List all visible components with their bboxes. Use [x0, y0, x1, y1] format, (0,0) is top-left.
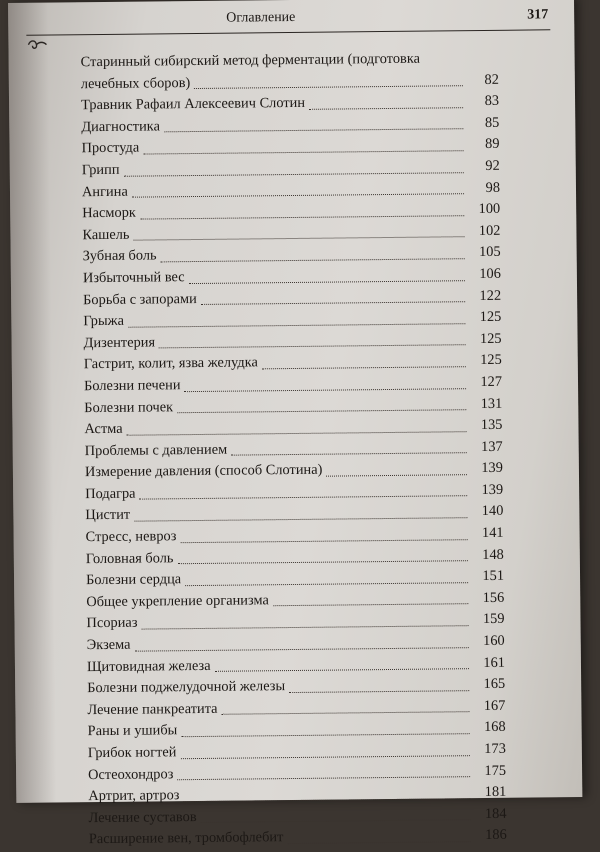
toc-entry-title: Проблемы с давлением — [84, 441, 228, 459]
toc-entry-page-number: 122 — [479, 287, 502, 304]
running-header — [26, 3, 550, 35]
dot-leader — [231, 437, 467, 456]
toc-entry-title: Общее укрепление организма — [86, 592, 269, 611]
book-page — [8, 0, 582, 848]
table-of-contents — [81, 48, 507, 851]
toc-entry-title: Остеохондроз — [88, 765, 174, 783]
toc-entry-page-number: 165 — [483, 676, 506, 693]
toc-entry-page-number: 106 — [479, 265, 501, 282]
toc-entry-title: Стресс, невроз — [85, 528, 177, 546]
toc-entry-page-number: 173 — [484, 740, 506, 758]
toc-entry-title: Дизентерия — [83, 334, 156, 351]
dot-leader — [180, 523, 467, 543]
dot-leader — [194, 70, 463, 89]
dot-leader — [177, 545, 468, 565]
dot-leader — [183, 782, 470, 802]
dot-leader — [134, 631, 468, 651]
dot-leader — [140, 199, 464, 219]
toc-entry-page-number: 139 — [481, 481, 504, 498]
dot-leader — [221, 696, 469, 715]
dot-leader — [133, 221, 464, 241]
toc-entry-title: Лечение суставов — [88, 808, 197, 826]
toc-entry-title: Раны и ушибы — [87, 722, 178, 740]
toc-entry-title: Грыжа — [83, 312, 125, 330]
toc-entry-page-number: 83 — [484, 93, 500, 110]
dot-leader — [181, 718, 470, 738]
toc-entry-title: Щитовидная железа — [86, 657, 211, 675]
toc-entry — [89, 825, 507, 851]
toc-entry-title: Простуда — [81, 139, 140, 157]
toc-entry-page-number: 159 — [482, 611, 505, 628]
dot-leader — [177, 761, 470, 781]
toc-entry-page-number: 161 — [483, 654, 506, 671]
toc-entry-title: лечебных сборов) — [80, 74, 191, 92]
toc-entry-title: Расширение вен, тромбофлебит — [88, 829, 284, 848]
dot-leader — [132, 178, 464, 198]
spine-shadow — [8, 3, 56, 803]
toc-entry-title: Гастрит, колит, язва желудка — [83, 354, 258, 373]
toc-entry-title: Борьба с запорами — [83, 290, 197, 308]
header-page-number: 317 — [527, 7, 549, 23]
toc-entry-title: Артрит, артроз — [88, 787, 180, 805]
dot-leader — [180, 739, 470, 759]
toc-entry-page-number: 105 — [478, 244, 501, 261]
dot-leader — [200, 804, 470, 823]
dot-leader — [141, 610, 468, 630]
dot-leader — [189, 264, 465, 283]
toc-entry-title: Зубная боль — [82, 247, 157, 265]
toc-entry-title: Экзема — [86, 636, 131, 654]
dot-leader — [126, 415, 466, 435]
dot-leader — [287, 826, 471, 845]
dot-leader — [143, 135, 464, 155]
toc-entry-page-number: 181 — [484, 783, 507, 801]
toc-entry-page-number: 160 — [483, 632, 505, 650]
toc-entry-title: Ангина — [81, 183, 128, 200]
dot-leader — [326, 458, 467, 476]
toc-entry-title: Грибок ногтей — [87, 744, 177, 762]
toc-entry-page-number: 98 — [485, 179, 501, 196]
toc-entry-page-number: 151 — [482, 568, 505, 585]
toc-entry-page-number: 125 — [479, 308, 502, 326]
toc-entry-title: Старинный сибирский метод ферментации (подготовка — [80, 50, 421, 71]
toc-entry-page-number: 125 — [479, 330, 502, 347]
toc-entry-page-number: 135 — [480, 416, 503, 434]
toc-entry-title: Болезни печени — [83, 377, 181, 395]
dot-leader — [139, 480, 467, 500]
toc-entry-title: Измерение давления (способ Слотина) — [84, 461, 323, 481]
toc-entry-page-number: 184 — [484, 805, 507, 822]
toc-entry-page-number: 102 — [478, 222, 501, 239]
dot-leader — [123, 156, 463, 176]
toc-entry-page-number: 82 — [484, 71, 499, 88]
toc-entry-title: Болезни поджелудочной железы — [87, 678, 286, 697]
toc-entry-title: Насморк — [82, 204, 136, 222]
toc-entry-title: Грипп — [81, 161, 120, 179]
toc-entry-page-number: 141 — [481, 524, 504, 542]
toc-entry-page-number: 125 — [480, 352, 502, 369]
toc-entry-page-number: 148 — [482, 546, 504, 563]
dot-leader — [128, 307, 466, 327]
toc-entry-title: Цистит — [85, 507, 131, 524]
toc-entry-page-number: 89 — [485, 136, 500, 153]
toc-entry-page-number: 156 — [482, 589, 505, 606]
toc-entry-title: Кашель — [82, 226, 130, 243]
dot-leader — [134, 502, 467, 522]
toc-entry-page-number: 100 — [478, 200, 501, 218]
toc-entry-page-number: 92 — [485, 157, 500, 174]
toc-entry-title: Травник Рафаил Алексеевич Слотин — [81, 95, 306, 114]
dot-leader — [177, 394, 466, 414]
toc-entry-page-number: 137 — [481, 438, 503, 455]
toc-entry-title: Лечение панкреатита — [87, 700, 218, 718]
toc-entry-title: Подагра — [85, 485, 136, 503]
toc-entry-title: Диагностика — [81, 118, 161, 135]
toc-entry-title: Болезни сердца — [85, 571, 182, 589]
toc-entry-title: Псориаз — [86, 615, 138, 632]
dot-leader — [159, 329, 466, 349]
toc-entry-page-number: 139 — [481, 460, 503, 477]
dot-leader — [214, 653, 469, 672]
dot-leader — [201, 286, 465, 305]
ornament-icon — [26, 39, 48, 51]
toc-entry-page-number: 175 — [484, 762, 507, 779]
toc-entry-page-number: 131 — [480, 395, 503, 412]
dot-leader — [309, 91, 463, 109]
dot-leader — [184, 372, 466, 392]
dot-leader — [262, 351, 466, 370]
dot-leader — [160, 243, 464, 263]
toc-entry-page-number: 85 — [484, 114, 500, 131]
dot-leader — [289, 674, 469, 692]
toc-entry-title: Избыточный вес — [82, 269, 185, 287]
toc-entry-title: Головная боль — [85, 549, 174, 567]
dot-leader — [273, 588, 469, 607]
toc-entry-page-number: 186 — [485, 827, 507, 844]
toc-entry-title: Астма — [84, 420, 123, 438]
toc-entry-page-number: 127 — [480, 373, 503, 390]
toc-entry-page-number: 168 — [483, 719, 506, 736]
toc-entry-page-number: 167 — [483, 697, 506, 714]
dot-leader — [164, 113, 464, 133]
toc-entry-title: Болезни почек — [84, 398, 174, 416]
toc-entry-page-number: 140 — [481, 503, 504, 520]
header-title: Оглавление — [226, 9, 296, 26]
dot-leader — [185, 566, 468, 586]
